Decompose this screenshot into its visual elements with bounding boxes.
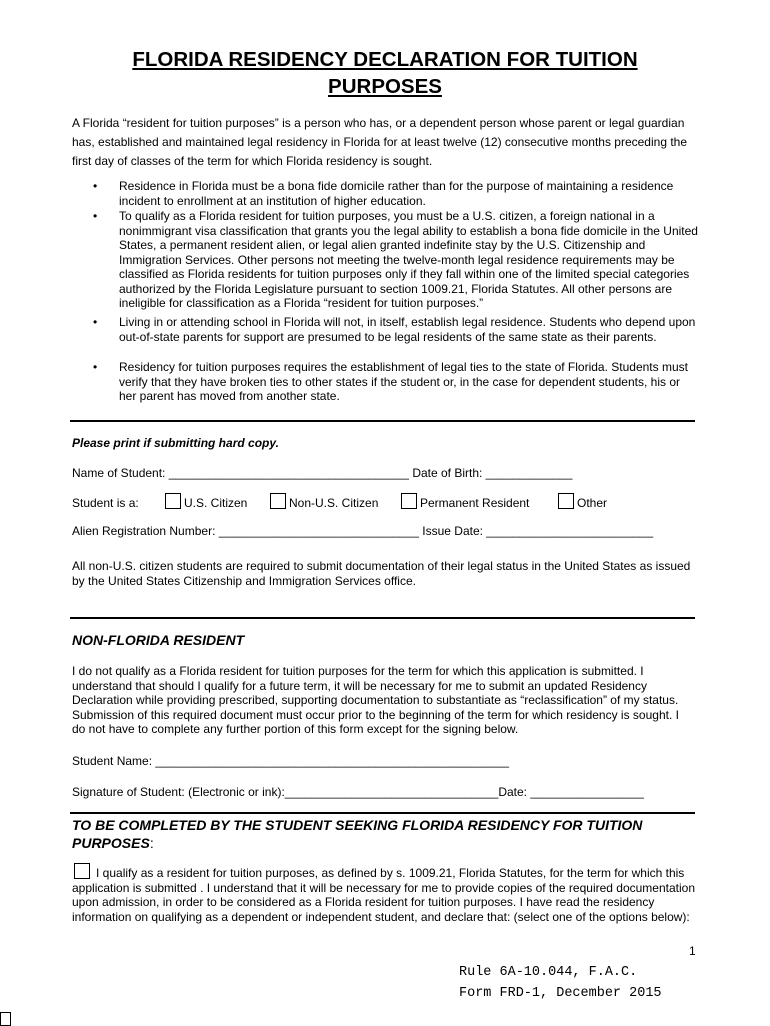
name-dob-field[interactable]: Name of Student: ____________________________________ Date of Birth: _____________ [72, 466, 573, 480]
qualify-paragraph: I qualify as a resident for tuition purposes, as defined by s. 1009.21, Florida Statutes, for the term for which this application is submitted . I understand that it will be necessary for me to provide copies of the required documentation upon admission, in order to be considered as a Florida resident for tuition purposes. I have read the residency information on qualifying as a dependent or independent student, and declare that: (select one of the options below): [72, 866, 696, 924]
other-checkbox[interactable] [558, 493, 574, 509]
non-citizen-note: All non-U.S. citizen students are required to submit documentation of their legal status in the United States as issued by the United States Citizenship and Immigration Services office. [72, 559, 691, 588]
permanent-resident-label: Permanent Resident [420, 496, 530, 510]
bullet-1-marker: • [93, 179, 98, 193]
signature-date-field[interactable]: Signature of Student: (Electronic or ink):________________________________Date: _________________ [72, 785, 644, 799]
section-divider-2 [70, 617, 695, 619]
permanent-resident-checkbox[interactable] [401, 493, 417, 509]
bullet-2-marker: • [93, 209, 98, 223]
bullet-4-text: Residency for tuition purposes requires the establishment of legal ties to the state of Florida. Students must verify that they have broken ties to other states if the student or, in the case for dependent students, his or her parent has moved from another state. [119, 360, 688, 403]
residency-heading-line-2: PURPOSES: [72, 835, 154, 851]
form-title-line-2: PURPOSES [328, 75, 442, 98]
bullet-1-text: Residence in Florida must be a bona fide domicile rather than for the purpose of maintaining a residence incident to enrollment at an institution of higher education. [119, 179, 674, 208]
residency-heading-line-1: TO BE COMPLETED BY THE STUDENT SEEKING FLORIDA RESIDENCY FOR TUITION [72, 817, 643, 833]
non-us-citizen-checkbox[interactable] [270, 493, 286, 509]
bullet-3-text: Living in or attending school in Florida will not, in itself, establish legal residence. Students who depend upon out-of-state parents for support are presumed to be legal residents of the same state as their parents. [119, 315, 696, 344]
bullet-2-text: To qualify as a Florida resident for tuition purposes, you must be a U.S. citizen, a foreign national in a nonimmigrant visa classification that grants you the legal ability to establish a bona fide domicile in the United States, a permanent resident alien, or legal alien granted indefinite stay by the U.S. Citizenship and Immigration Services. Other persons not meeting the twelve-month legal residence requirements may be classified as Florida residents for tuition purposes only if they fall within one of the limited special categories authorized by the Florida Legislature pursuant to section 1009.21, Florida Statutes. All other persons are ineligible for classification as a Florida “resident for tuition purposes.” [119, 209, 698, 310]
non-us-citizen-label: Non-U.S. Citizen [289, 496, 379, 510]
us-citizen-label: U.S. Citizen [184, 496, 248, 510]
bullet-4-marker: • [93, 360, 98, 374]
us-citizen-checkbox[interactable] [165, 493, 181, 509]
print-note: Please print if submitting hard copy. [72, 436, 279, 450]
intro-paragraph: A Florida “resident for tuition purposes” is a person who has, or a dependent person whose parent or legal guardian has, established and maintained legal residency in Florida for at least twelve (12) consecutive months preceding the first day of classes of the term for which Florida residency is sought. [72, 116, 688, 168]
section-divider-1 [70, 420, 695, 422]
student-is-a-label: Student is a: [72, 496, 139, 510]
alien-registration-field[interactable]: Alien Registration Number: ______________________________ Issue Date: _________________________ [72, 524, 654, 538]
student-name-field[interactable]: Student Name: _____________________________________________________ [72, 754, 510, 768]
other-label: Other [577, 496, 608, 510]
bullet-3-marker: • [93, 315, 98, 329]
non-florida-paragraph: I do not qualify as a Florida resident for tuition purposes for the term for which this application is submitted. I understand that should I qualify for a future term, it will be necessary for me to submit an updated Residency Declaration while providing prescribed, supporting documentation to substantiate as “reclassification” of my status. Submission of this required document must occur prior to the beginning of the term for which residency is sought. I do not have to complete any further portion of this form except for the signing below. [72, 664, 679, 736]
form-reference: Form FRD-1, December 2015 [459, 986, 662, 1001]
page-number: 1 [689, 944, 696, 958]
form-title-line-1: FLORIDA RESIDENCY DECLARATION FOR TUITION [132, 48, 638, 71]
section-divider-3 [70, 812, 695, 814]
rule-reference: Rule 6A-10.044, F.A.C. [459, 965, 638, 980]
non-florida-heading: NON-FLORIDA RESIDENT [72, 632, 245, 648]
